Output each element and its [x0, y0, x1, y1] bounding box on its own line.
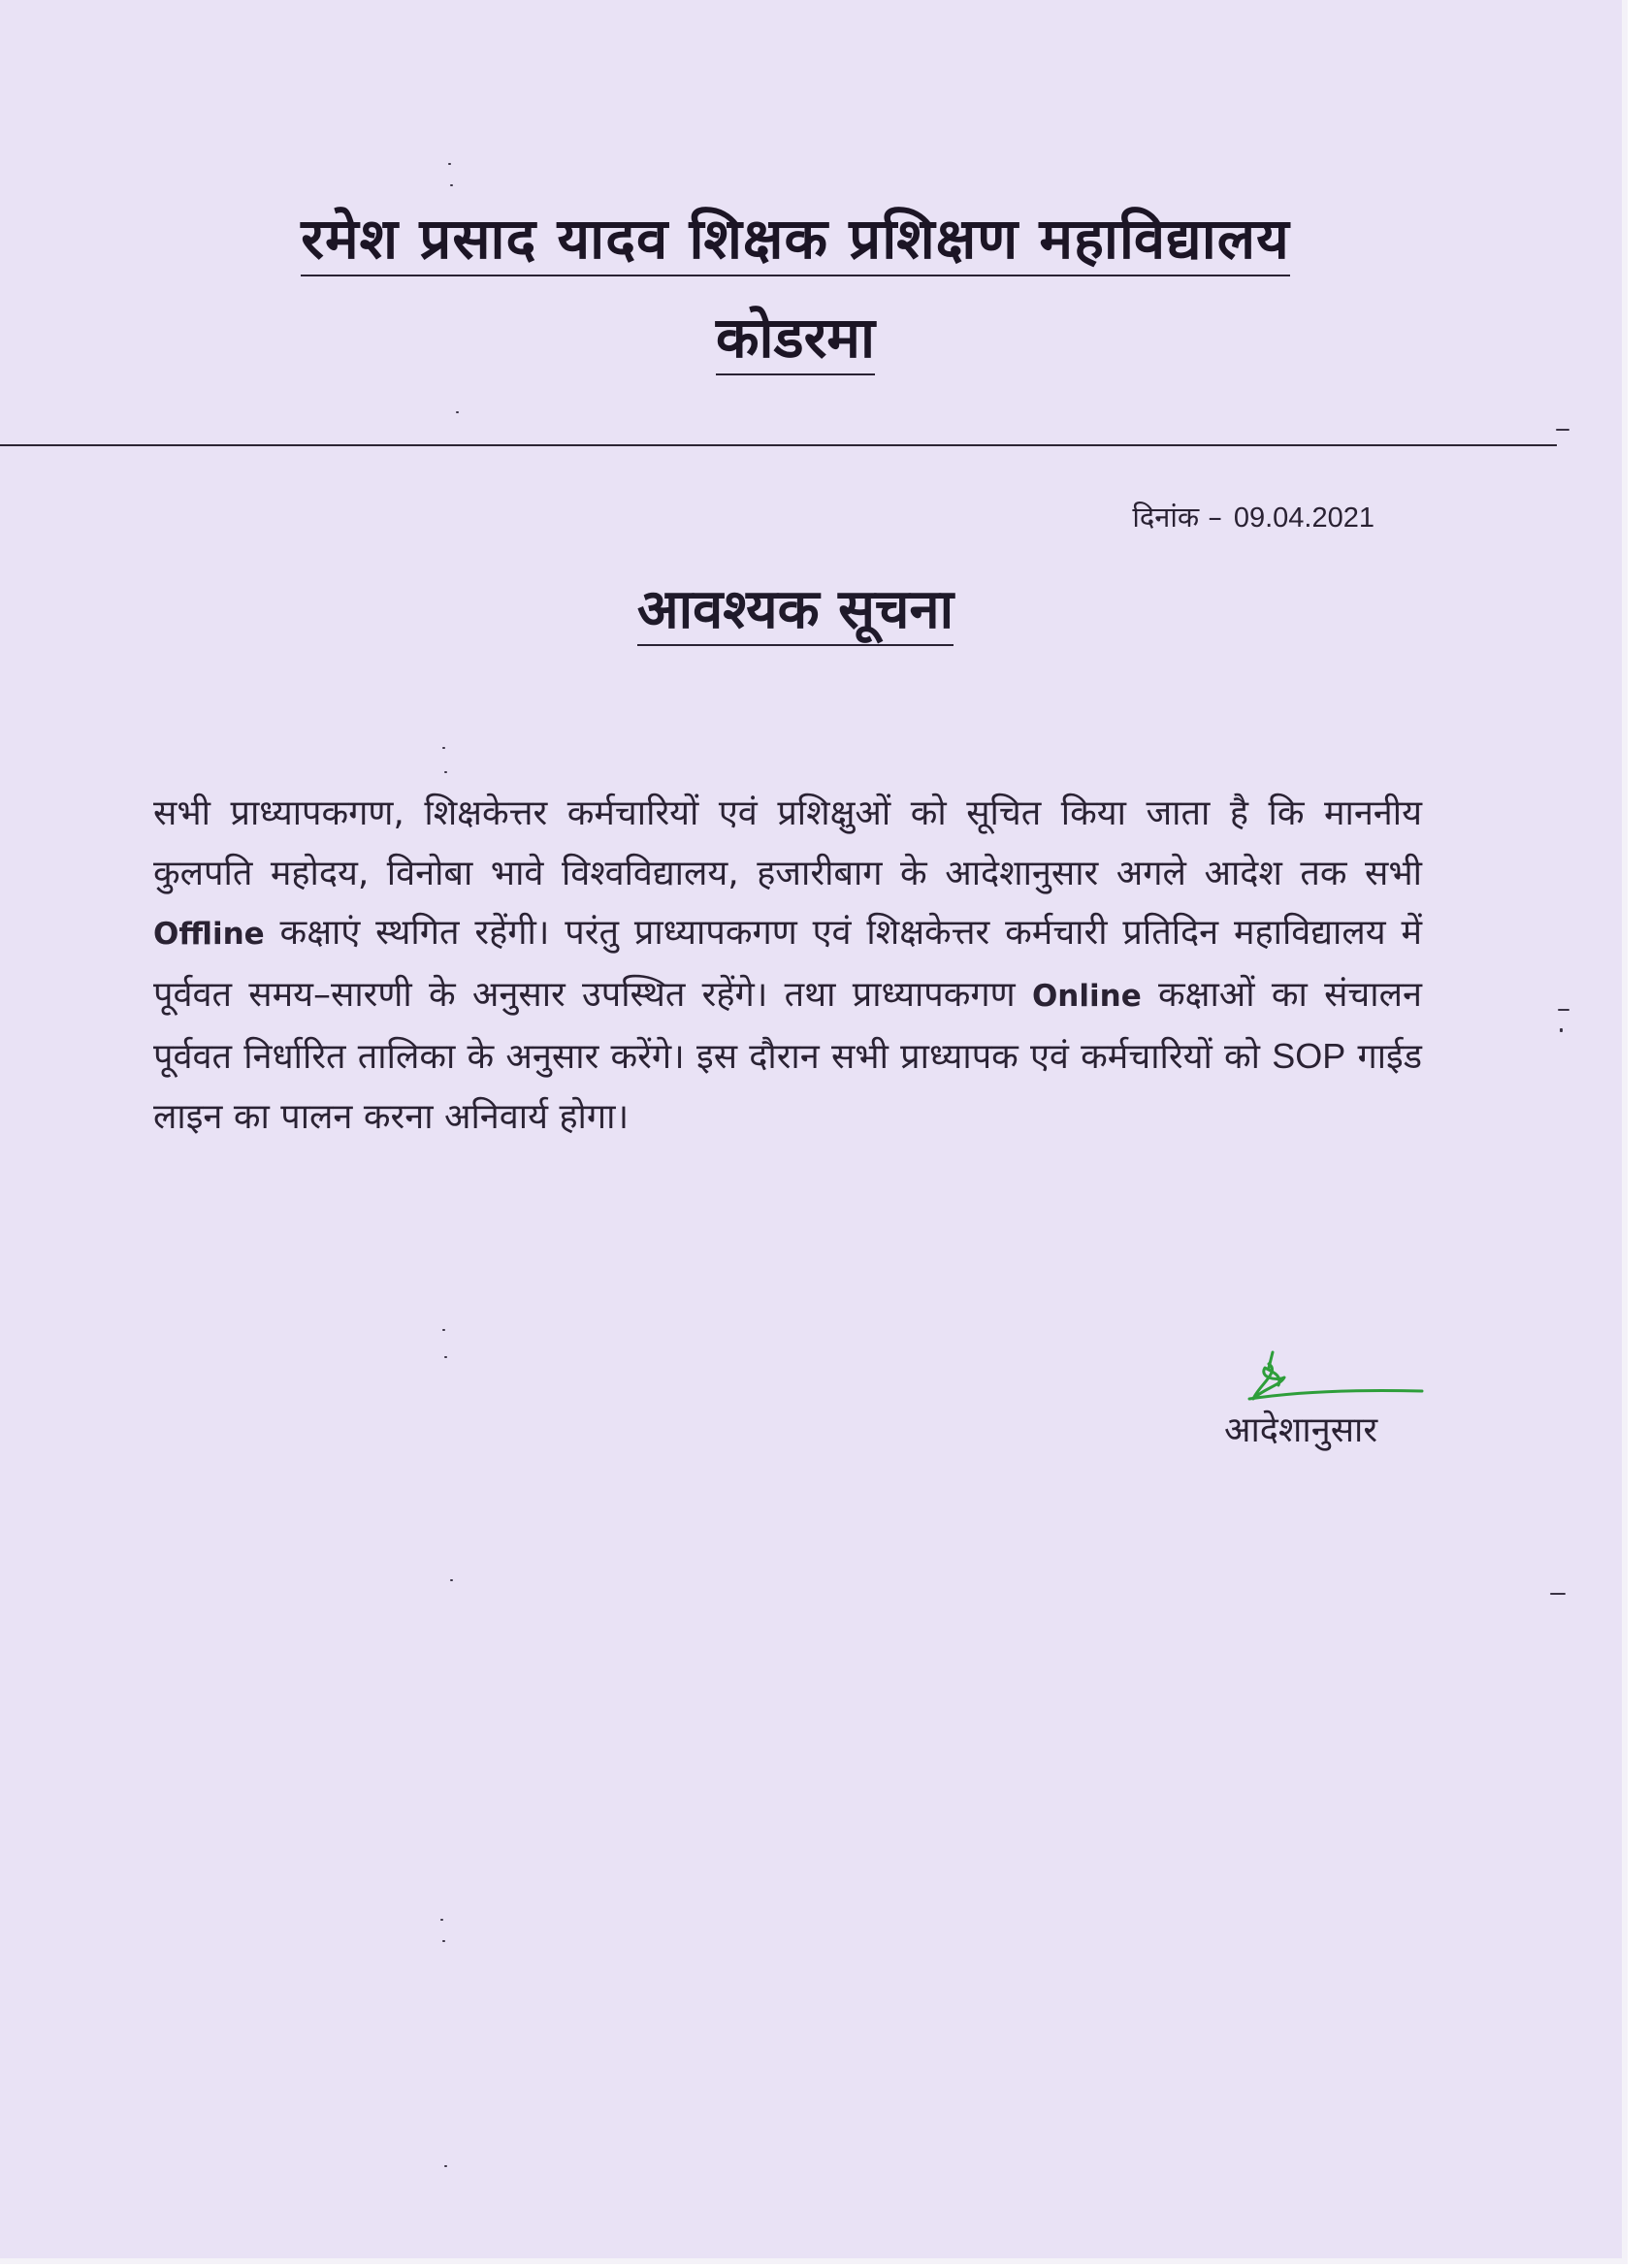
scan-speck: [1560, 1028, 1563, 1032]
notice-date: [1132, 498, 1374, 535]
scan-speck: [450, 184, 453, 186]
institution-location: [0, 303, 1591, 375]
institution-name: [0, 204, 1591, 276]
scan-speck: [444, 1356, 447, 1358]
scan-speck: [444, 771, 447, 773]
body-part-1: सभी प्राध्यापकगण, शिक्षकेत्तर कर्मचारियों एवं प्रशिक्षुओं को सूचित किया जाता है कि माननीय कुलपति महोदय, विनोबा भावे विश्वविद्यालय, हजारीबाग के आदेशानुसार अगले आदेश तक सभी: [153, 794, 1422, 893]
institution-name-text: रमेश प्रसाद यादव शिक्षक प्रशिक्षण महाविद्यालय: [301, 204, 1289, 276]
offline-term: Offline: [153, 917, 265, 952]
notice-heading: [0, 576, 1591, 646]
scan-speck: [1550, 1593, 1566, 1595]
body-part-2: कक्षाएं स्थगित रहेंगी। परंतु प्राध्यापकगण एवं शिक्षकेत्तर कर्मचारी प्रतिदिन महाविद्यालय में पूर्ववत समय–सारणी के अनुसार उपस्थित रहेंगे। तथा प्राध्यापकगण: [153, 913, 1422, 1015]
sop-term: SOP: [1272, 1036, 1346, 1076]
notice-body: [153, 784, 1422, 1147]
header-divider: [0, 444, 1557, 446]
scan-speck: [442, 747, 445, 749]
scan-speck: [442, 1940, 445, 1942]
body-part-3: कक्षाओं का संचालन पूर्ववत निर्धारित तालिका के अनुसार करेंगे। इस दौरान सभी प्राध्यापक एवं कर्मचारियों को: [153, 974, 1422, 1077]
date-label: दिनांक –: [1132, 501, 1222, 534]
signature-label: आदेशानुसार: [1224, 1410, 1378, 1450]
scan-speck: [448, 163, 451, 165]
body-part-4: गाईड लाइन का पालन करना अनिवार्य होगा।: [153, 1037, 1422, 1137]
scan-speck: [450, 1579, 453, 1581]
scan-speck: [456, 411, 459, 413]
scan-speck: [444, 2165, 447, 2167]
scan-speck: [1558, 1009, 1569, 1011]
date-value: 09.04.2021: [1233, 502, 1374, 534]
scan-speck: [442, 1329, 445, 1331]
notice-heading-text: आवश्यक सूचना: [637, 576, 954, 646]
scan-speck: [440, 1919, 443, 1921]
scan-speck: [1556, 429, 1569, 431]
online-term: Online: [1031, 978, 1142, 1014]
signature-stroke-main: [1249, 1390, 1422, 1399]
institution-location-text: कोडरमा: [716, 303, 875, 375]
